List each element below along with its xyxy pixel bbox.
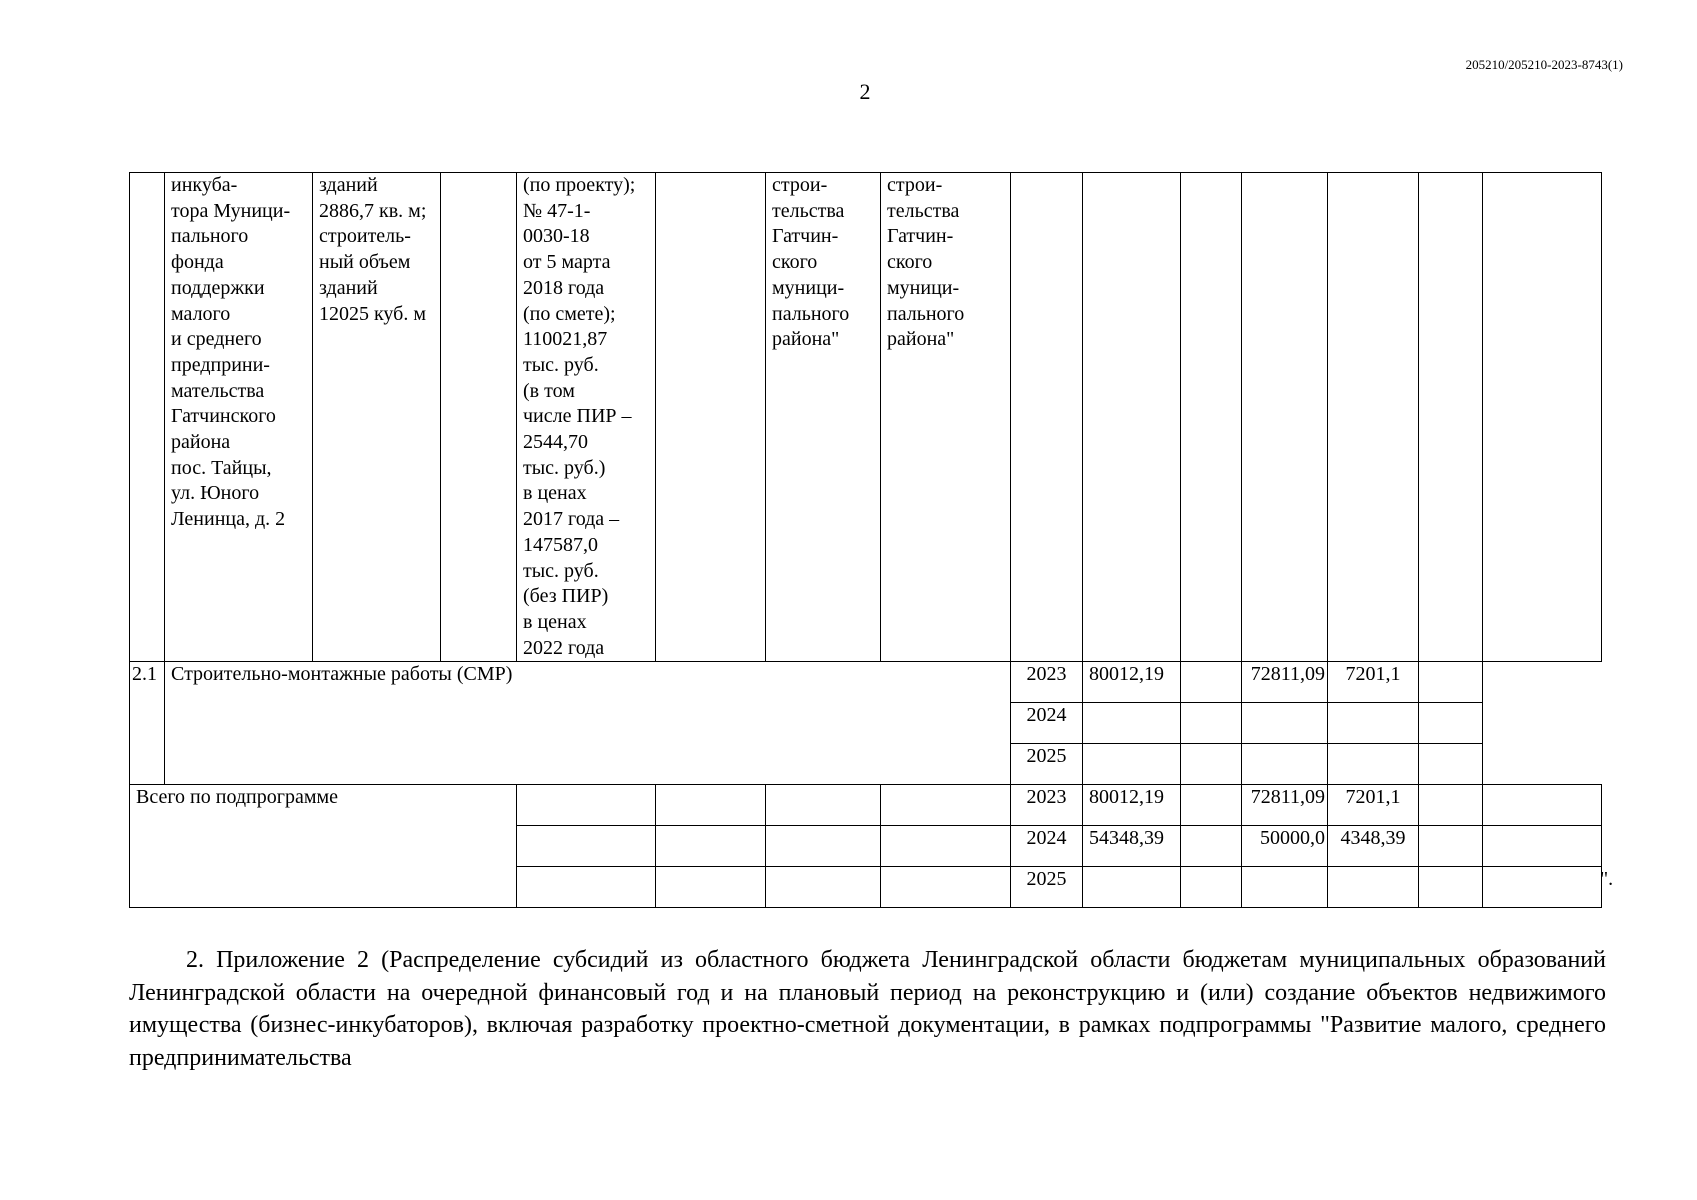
federal-cell xyxy=(1181,662,1242,703)
cell-empty xyxy=(881,785,1011,826)
year-cell: 2024 xyxy=(1011,826,1083,867)
cell-empty xyxy=(656,173,766,662)
cell-empty xyxy=(1328,173,1419,662)
other-cell xyxy=(1419,703,1483,744)
federal-cell xyxy=(1181,703,1242,744)
customer-cell: строи- тельства Гатчин- ского муници- пального района" xyxy=(766,173,881,662)
year-cell: 2025 xyxy=(1011,867,1083,908)
body-paragraph: 2. Приложение 2 (Распределение субсидий из областного бюджета Ленинградской области бюджетам муниципальных образований Ленинградской области на очередной финансовый год и на плановый период на реконструкцию и (или) создание объектов недвижимого имущества (бизнес-инкубаторов), включая разработку проектно-сметной документации, в рамках подпрограммы "Развитие малого, среднего предпринимательства xyxy=(129,947,1606,1071)
year-cell: 2023 xyxy=(1011,785,1083,826)
cell-empty xyxy=(441,173,517,662)
local-cell xyxy=(1328,744,1419,785)
cell-empty xyxy=(881,867,1011,908)
federal-cell xyxy=(1181,826,1242,867)
regional-cell: 50000,0 xyxy=(1242,826,1328,867)
cell-empty xyxy=(656,826,766,867)
local-cell: 7201,1 xyxy=(1328,662,1419,703)
blank-area xyxy=(1483,662,1602,703)
cell-empty xyxy=(766,867,881,908)
smr-label: Строительно-монтажные работы (СМР) xyxy=(165,662,1011,785)
cell-empty xyxy=(1483,173,1602,662)
total-row xyxy=(130,785,1602,826)
local-cell xyxy=(1328,867,1419,908)
closing-quote: ". xyxy=(1600,868,1614,890)
cell-empty xyxy=(1483,826,1602,867)
local-cell: 4348,39 xyxy=(1328,826,1419,867)
subsidy-table xyxy=(129,172,1602,908)
cell-empty xyxy=(1483,785,1602,826)
total-cell: 80012,19 xyxy=(1083,662,1181,703)
cell-empty xyxy=(1011,173,1083,662)
cell-empty xyxy=(517,785,656,826)
smr-row xyxy=(130,662,1602,703)
regional-cell: 72811,09 xyxy=(1242,662,1328,703)
cell-empty xyxy=(517,826,656,867)
federal-cell xyxy=(1181,785,1242,826)
page-number: 2 xyxy=(859,79,871,104)
total-cell xyxy=(1083,867,1181,908)
local-cell xyxy=(1328,703,1419,744)
capacity-cell: зданий 2886,7 кв. м; строитель- ный объем зданий 12025 куб. м xyxy=(313,173,441,662)
regional-cell xyxy=(1242,867,1328,908)
year-cell: 2023 xyxy=(1011,662,1083,703)
total-cell xyxy=(1083,703,1181,744)
other-cell xyxy=(1419,867,1483,908)
object-name-cell: инкуба- тора Муници- пального фонда поддержки малого и среднего предприни- мательства Гатчинского района пос. Тайцы, ул. Юного Ленинца, д. 2 xyxy=(165,173,313,662)
document-id: 205210/205210-2023-8743(1) xyxy=(1465,57,1623,72)
cell-empty xyxy=(766,826,881,867)
other-cell xyxy=(1419,744,1483,785)
object-row xyxy=(130,173,1602,662)
blank-area xyxy=(1483,703,1602,744)
cell-empty xyxy=(656,867,766,908)
other-cell xyxy=(1419,785,1483,826)
cell-empty xyxy=(1181,173,1242,662)
year-cell: 2024 xyxy=(1011,703,1083,744)
other-cell xyxy=(1419,826,1483,867)
regional-cell: 72811,09 xyxy=(1242,785,1328,826)
regional-cell xyxy=(1242,744,1328,785)
cell-empty xyxy=(517,867,656,908)
total-label: Всего по подпрограмме xyxy=(130,785,517,908)
cost-cell: (по проекту); № 47-1- 0030-18 от 5 марта 2018 года (по смете); 110021,87 тыс. руб. (в том числе ПИР – 2544,70 тыс. руб.) в ценах 2017 года – 147587,0 тыс. руб. (без ПИР) в ценах 2022 года xyxy=(517,173,656,662)
cell-empty xyxy=(881,826,1011,867)
federal-cell xyxy=(1181,744,1242,785)
cell-empty xyxy=(656,785,766,826)
cell-empty xyxy=(1483,867,1602,908)
blank-area xyxy=(1483,744,1602,785)
total-cell: 80012,19 xyxy=(1083,785,1181,826)
developer-cell: строи- тельства Гатчин- ского муници- пального района" xyxy=(881,173,1011,662)
year-cell: 2025 xyxy=(1011,744,1083,785)
other-cell xyxy=(1419,662,1483,703)
total-cell xyxy=(1083,744,1181,785)
smr-number: 2.1 xyxy=(130,662,165,785)
federal-cell xyxy=(1181,867,1242,908)
cell-empty xyxy=(766,785,881,826)
cell-empty xyxy=(1419,173,1483,662)
cell-empty xyxy=(1083,173,1181,662)
regional-cell xyxy=(1242,703,1328,744)
cell-empty xyxy=(1242,173,1328,662)
total-cell: 54348,39 xyxy=(1083,826,1181,867)
local-cell: 7201,1 xyxy=(1328,785,1419,826)
cell-number-empty xyxy=(130,173,165,662)
